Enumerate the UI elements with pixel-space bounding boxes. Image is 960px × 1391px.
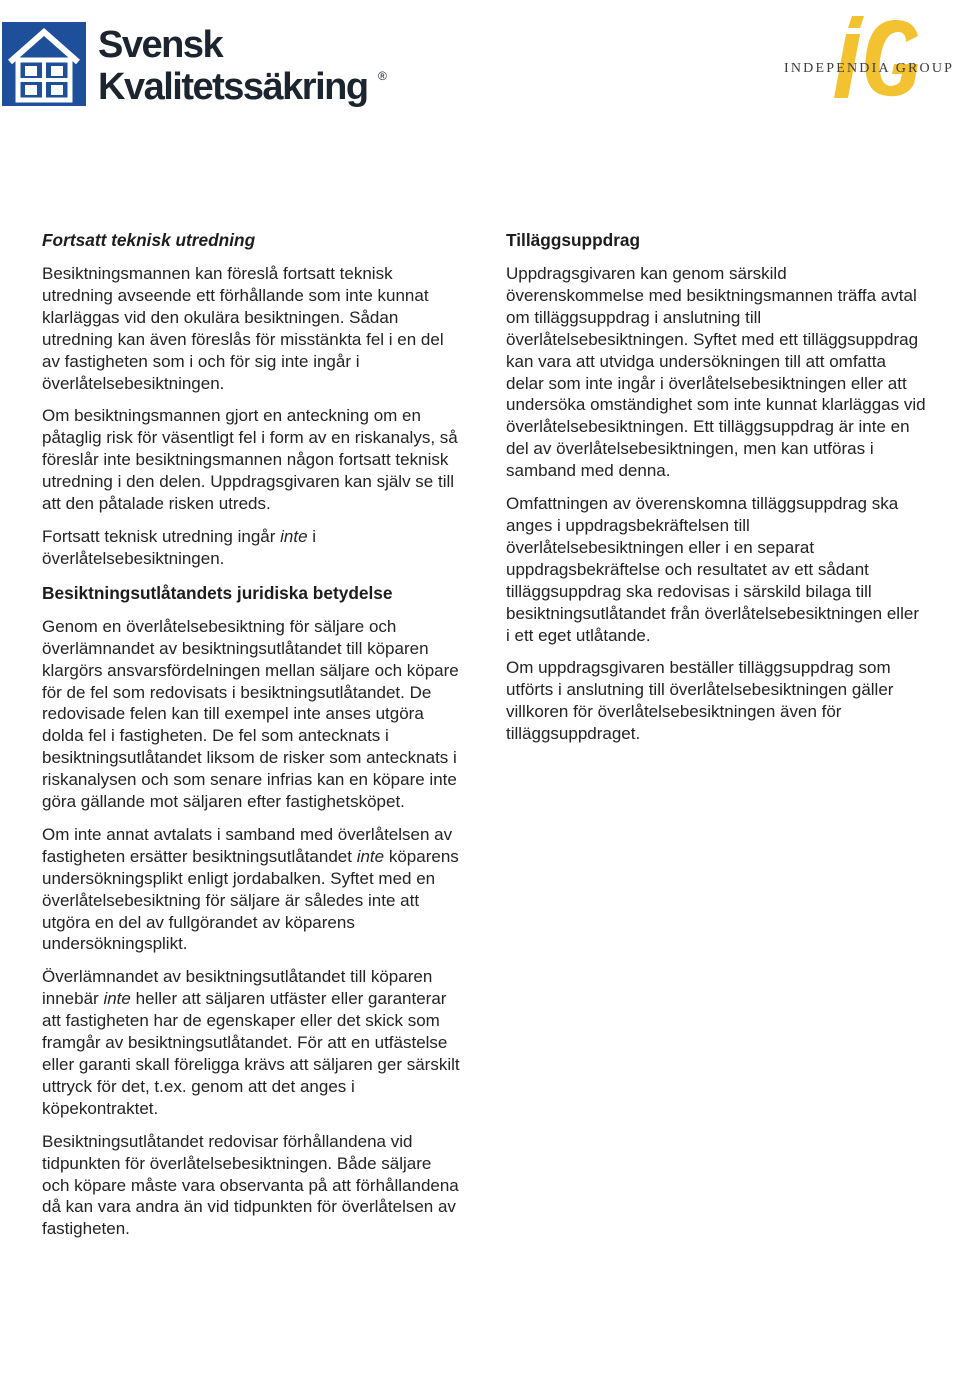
left-column xyxy=(42,228,462,1251)
heading-juridiska-betydelse: Besiktningsutlåtandets juridiska betydelse xyxy=(42,582,393,603)
paragraph-5: Om inte annat avtalats i samband med överlåtelsen av fastigheten ersätter besiktningsutlåtandet inte köparens undersökningsplikt enligt jordabalken. Syftet med en överlåtelsebesiktning för säljare är således inte att utgöra en del av fullgörandet av köparens undersökningsplikt. xyxy=(42,824,459,954)
paragraph-r2: Omfattningen av överenskomna tilläggsuppdrag ska anges i uppdragsbekräftelsen till överlåtelsebesiktningen eller i en separat uppdragsbekräftelse och resultatet av ett sådant tilläggsuppdrag ska redovisas i särskild bilaga till besiktningsutlåtandet från överlåtelsebesiktningen eller i ett eget utlåtande. xyxy=(506,494,919,645)
house-logo-icon xyxy=(2,22,86,106)
paragraph-3: Fortsatt teknisk utredning ingår inte i överlåtelsebesiktningen. xyxy=(42,526,317,568)
paragraph-7: Besiktningsutlåtandet redovisar förhållandena vid tidpunkten för överlåtelsebesiktningen. Både säljare och köpare måste vara observanta på att förhållandena då kan vara andra än vid tidpunkten för överlåtelsen av fastigheten. xyxy=(42,1131,459,1239)
ig-logo-icon xyxy=(830,6,926,100)
paragraph-4: Genom en överlåtelsebesiktning för säljare och överlämnandet av besiktningsutlåtandet till köparen klargörs ansvarsfördelningen mellan säljare och köpare för de fel som redovisats i besiktningsutlåtandet. De redovisade felen kan till exempel inte anses utgöra dolda fel i fastigheten. De fel som antecknats i besiktningsutlåtandet liksom de risker som antecknats i riskanalysen och som senare infrias kan en köpare inte göra gällande mot säljaren efter fastighetsköpet. xyxy=(42,616,459,812)
emphasis-inte: inte xyxy=(356,846,385,866)
heading-fortsatt-teknisk-utredning: Fortsatt teknisk utredning xyxy=(42,230,256,250)
emphasis-inte: inte xyxy=(280,526,308,546)
heading-tillaggsuppdrag: Tilläggsuppdrag xyxy=(506,230,641,250)
svensk-kvalitetssakring-logo xyxy=(2,22,402,112)
logo-text-kvalitetssakring: Kvalitetssäkring xyxy=(98,66,368,108)
emphasis-inte: inte xyxy=(103,989,131,1009)
independia-group-logo xyxy=(780,6,960,102)
logo-text-independia-group: INDEPENDIA GROUP xyxy=(784,61,955,76)
registered-mark: ® xyxy=(378,69,387,83)
paragraph-1: Besiktningsmannen kan föreslå fortsatt teknisk utredning avseende ett förhållande som inte kunnat klarläggas vid den okulära besiktningen. Sådan utredning kan även föreslås för misstänkta fel i en del av fastigheten som i och för sig inte ingår i överlåtelsebesiktningen. xyxy=(42,264,444,393)
paragraph-6: Överlämnandet av besiktningsutlåtandet till köparen innebär inte heller att säljaren utfäster eller garanterar att fastigheten har de egenskaper eller det skick som framgår av besiktningsutlåtandet. För att en utfästelse eller garanti skall föreligga krävs att säljaren ger särskilt uttryck för det, t.ex. genom att det anges i köpekontraktet. xyxy=(42,967,460,1118)
paragraph-r3: Om uppdragsgivaren beställer tilläggsuppdrag som utförts i anslutning till överlåtelsebesiktningen gäller villkoren för överlåtelsebesiktningen även för tilläggsuppdraget. xyxy=(506,658,894,744)
paragraph-r1: Uppdragsgivaren kan genom särskild överenskommelse med besiktningsmannen träffa avtal om tilläggsuppdrag i anslutning till överlåtelsebesiktningen. Syftet med ett tilläggsuppdrag kan vara att utvidga undersökningen till att omfatta delar som inte ingår i överlåtelsebesiktningen eller att undersöka omständighet som inte kunnat klarläggas vid överlåtelsebesiktningen. Ett tilläggsuppdrag är inte en del av överlåtelsebesiktningen, men kan utföras i samband med denna. xyxy=(506,264,926,481)
logo-text-svensk: Svensk xyxy=(98,24,223,66)
paragraph-2: Om besiktningsmannen gjort en anteckning om en påtaglig risk för väsentligt fel i form av en riskanalys, så föreslår inte besiktningsmannen någon fortsatt teknisk utredning i den delen. Uppdragsgivaren kan själv se till att den påtalade risken utreds. xyxy=(42,406,458,514)
right-column xyxy=(506,228,926,756)
